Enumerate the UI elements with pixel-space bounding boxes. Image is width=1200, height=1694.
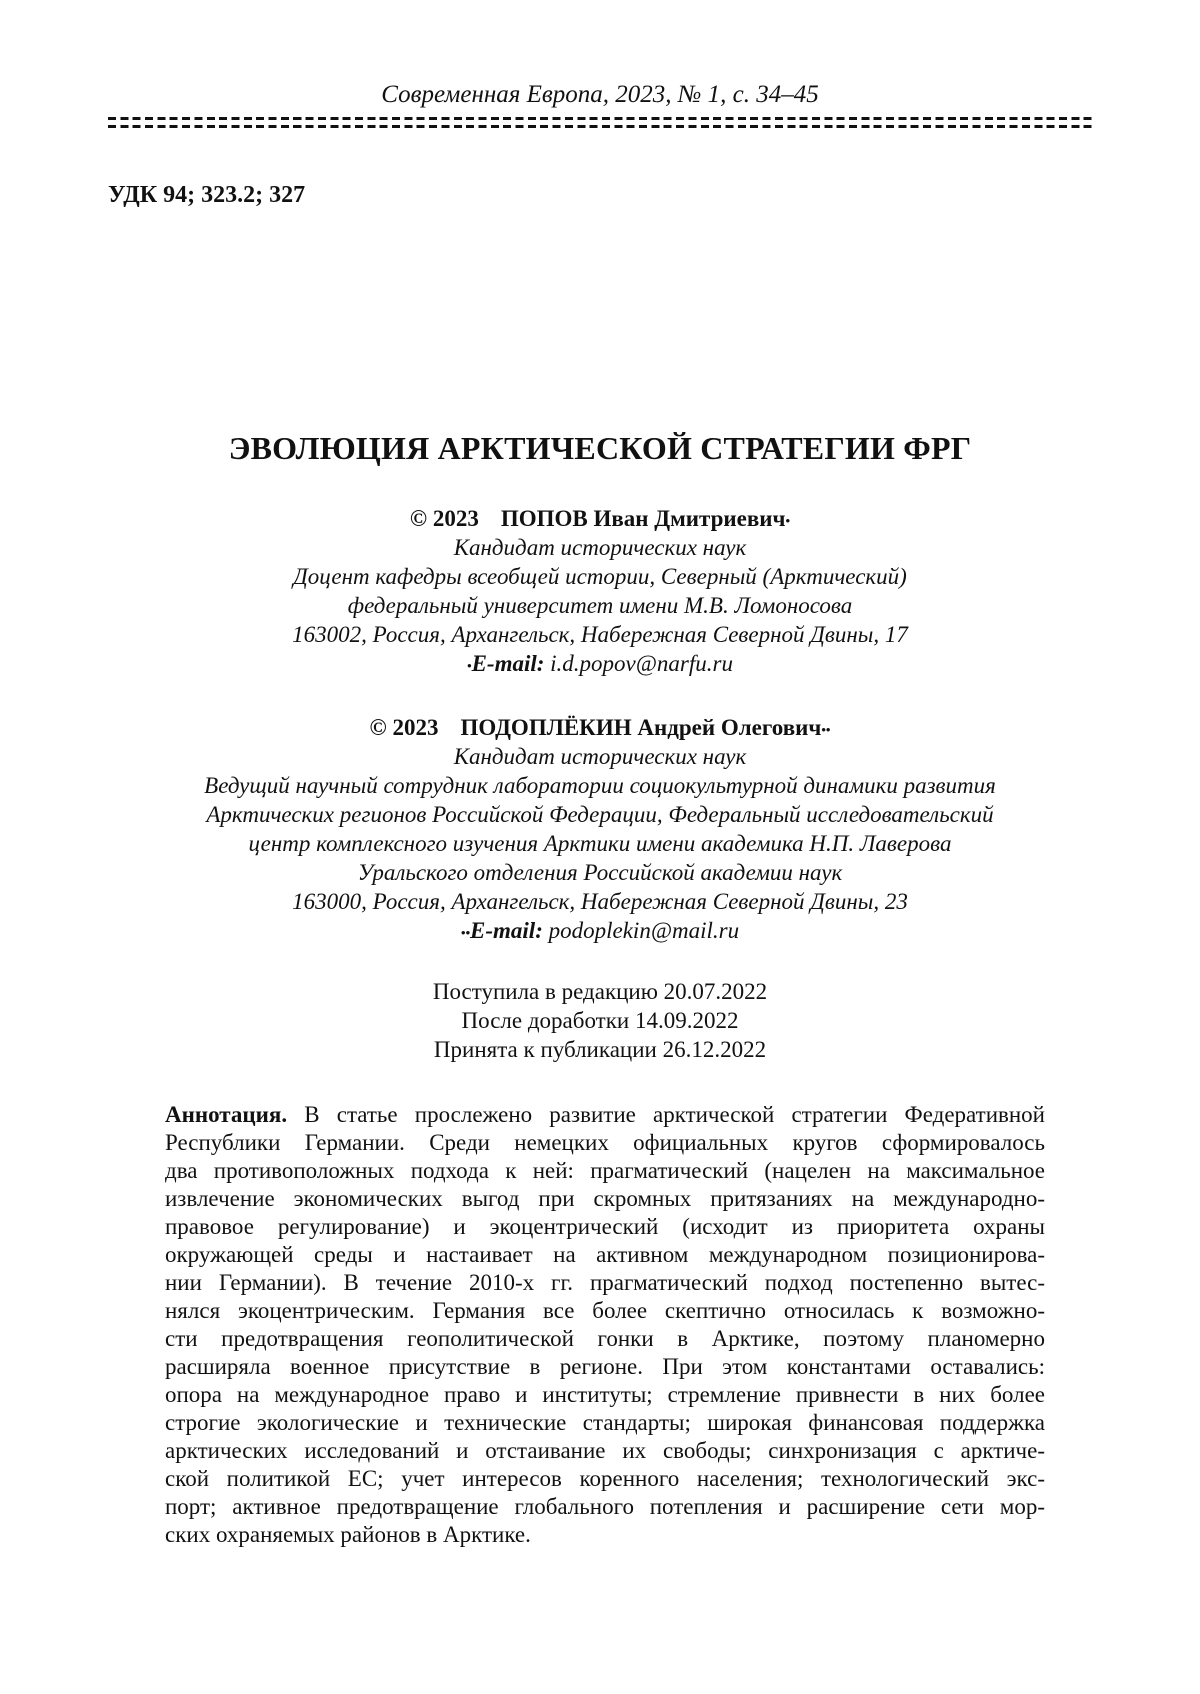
udk-code: УДК 94; 323.2; 327 <box>108 182 306 208</box>
author-degree: Кандидат исторических наук <box>453 744 747 769</box>
date-received: Поступила в редакцию 20.07.2022 <box>432 979 768 1004</box>
author-name: ПОДОПЛЁКИН Андрей Олегович <box>460 715 822 740</box>
abstract-line: опора на международное право и институты; стремление привнести в них более <box>165 1382 1045 1407</box>
author-degree: Кандидат исторических наук <box>453 535 747 560</box>
abstract-line: порт; активное предотвращение глобального потепления и расширение сети мор- <box>165 1494 1045 1519</box>
copyright-year: © 2023 <box>369 715 439 740</box>
author-footnote-mark: • <box>785 513 791 528</box>
email-footnote-mark: •• <box>460 925 471 940</box>
author-block <box>0 504 1200 678</box>
abstract-line: арктических исследований и отстаивание их свободы; синхронизация с арктиче- <box>165 1438 1045 1463</box>
author-block <box>0 713 1200 945</box>
date-revised: После доработки 14.09.2022 <box>461 1008 739 1033</box>
abstract-line: два противоположных подхода к ней: прагматический (нацелен на максимальное <box>165 1158 1045 1183</box>
abstract-line: Аннотация. В статье прослежено развитие арктической стратегии Федеративной <box>165 1102 1045 1127</box>
abstract-line: ских охраняемых районов в Арктике. <box>165 1522 531 1547</box>
abstract-line: расширяла военное присутствие в регионе. При этом константами оставались: <box>165 1354 1045 1379</box>
abstract-line: нялся экоцентрическим. Германия все более скептично относилась к возможно- <box>165 1298 1045 1323</box>
email-footnote-mark: • <box>467 658 472 673</box>
email-label: E-mail: <box>470 918 543 943</box>
author-affiliation: федеральный университет имени М.В. Ломоносова <box>347 593 853 618</box>
author-affiliation: Арктических регионов Российской Федерации, Федеральный исследовательский <box>206 802 994 827</box>
abstract-label: Аннотация. <box>165 1102 288 1127</box>
author-email-line <box>0 649 1200 678</box>
author-affiliation: Ведущий научный сотрудник лаборатории социокультурной динамики развития <box>204 773 996 798</box>
author-email[interactable]: podoplekin@mail.ru <box>548 918 740 943</box>
abstract-line: нии Германии). В течение 2010-х гг. прагматический подход постепенно вытес- <box>165 1270 1045 1295</box>
abstract-line: сти предотвращения геополитической гонки в Арктике, поэтому планомерно <box>165 1326 1045 1351</box>
author-address: 163000, Россия, Архангельск, Набережная Северной Двины, 23 <box>292 889 908 914</box>
abstract-line: строгие экологические и технические стандарты; широкая финансовая поддержка <box>165 1410 1045 1435</box>
abstract-line: правовое регулирование) и экоцентрический (исходит из приоритета охраны <box>165 1214 1045 1239</box>
abstract <box>165 1101 1045 1549</box>
author-affiliation: центр комплексного изучения Арктики имени академика Н.П. Лаверова <box>248 831 952 856</box>
author-affiliation: Доцент кафедры всеобщей истории, Северный (Арктический) <box>293 564 907 589</box>
author-email-line <box>0 916 1200 945</box>
email-label: E-mail: <box>471 651 545 676</box>
author-affiliation: Уральского отделения Российской академии наук <box>357 860 843 885</box>
header-double-rule <box>108 117 1096 131</box>
author-footnote-mark: •• <box>821 722 831 737</box>
abstract-line: извлечение экономических выгод при скромных притязаниях на международно- <box>165 1186 1045 1211</box>
submission-dates <box>0 977 1200 1064</box>
abstract-line: окружающей среды и настаивает на активном международном позиционирова- <box>165 1242 1045 1267</box>
author-email[interactable]: i.d.popov@narfu.ru <box>550 651 733 676</box>
date-accepted: Принята к публикации 26.12.2022 <box>433 1037 767 1062</box>
running-head: Современная Европа, 2023, № 1, с. 34–45 <box>381 81 819 108</box>
author-name: ПОПОВ Иван Дмитриевич <box>500 506 786 531</box>
article-title: ЭВОЛЮЦИЯ АРКТИЧЕСКОЙ СТРАТЕГИИ ФРГ <box>228 430 972 466</box>
abstract-line: ской политикой ЕС; учет интересов коренного населения; технологический экс- <box>165 1466 1045 1491</box>
copyright-year: © 2023 <box>409 506 479 531</box>
author-name-line <box>0 713 1200 742</box>
abstract-line: Республики Германии. Среди немецких официальных кругов сформировалось <box>165 1130 1045 1155</box>
author-name-line <box>0 504 1200 533</box>
author-address: 163002, Россия, Архангельск, Набережная Северной Двины, 17 <box>292 622 908 647</box>
